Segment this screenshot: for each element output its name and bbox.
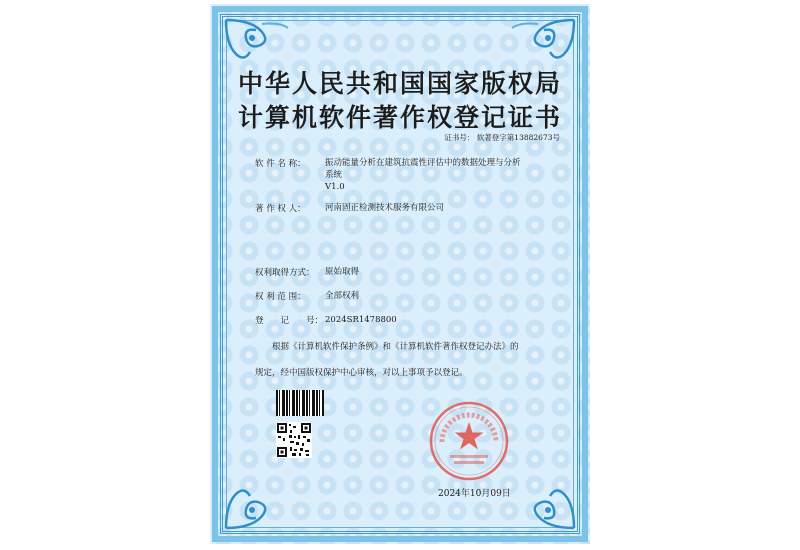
certificate-number-value: 软著登字第13882673号 (476, 133, 560, 142)
scope-label: 权 利 范 围： (255, 292, 306, 302)
certificate-title-line2: 计算机软件著作权登记证书 (237, 103, 562, 132)
reg-no-value: 2024SR1478800 (325, 315, 397, 325)
scope-value: 全部权利 (325, 291, 360, 301)
declaration-line1: 根据《计算机软件保护条例》和《计算机软件著作权登记办法》的 (272, 342, 519, 352)
qr-code-icon (276, 422, 312, 458)
corner-ornament-icon (222, 16, 292, 66)
barcode-icon (276, 390, 324, 416)
acquire-value: 原始取得 (325, 267, 360, 277)
certificate-title-line1: 中华人民共和国国家版权局 (237, 69, 562, 98)
software-version: V1.0 (325, 182, 345, 192)
declaration-paragraph (255, 334, 555, 386)
reg-no-label: 登 记 号： (255, 316, 324, 326)
corner-ornament-icon (508, 482, 578, 532)
owner-label: 著 作 权 人： (255, 204, 306, 214)
corner-ornament-icon (508, 16, 578, 66)
software-name-line2: 系统 (325, 170, 343, 180)
official-seal-icon (428, 400, 510, 482)
software-name-line1: 振动能量分析在建筑抗震性评估中的数据处理与分析 (325, 158, 521, 168)
certificate-number (444, 132, 560, 143)
issue-date: 2024年10月09日 (438, 489, 511, 499)
corner-ornament-icon (222, 482, 292, 532)
certificate-number-label: 证书号： (444, 133, 475, 142)
certificate (210, 4, 590, 544)
software-name-label: 软 件 名 称： (255, 159, 306, 169)
acquire-label: 权利取得方式： (255, 268, 315, 278)
declaration-line2: 规定，经中国版权保护中心审核，对以上事项予以登记。 (255, 368, 468, 378)
owner-value: 河南固正检测技术服务有限公司 (325, 203, 445, 213)
